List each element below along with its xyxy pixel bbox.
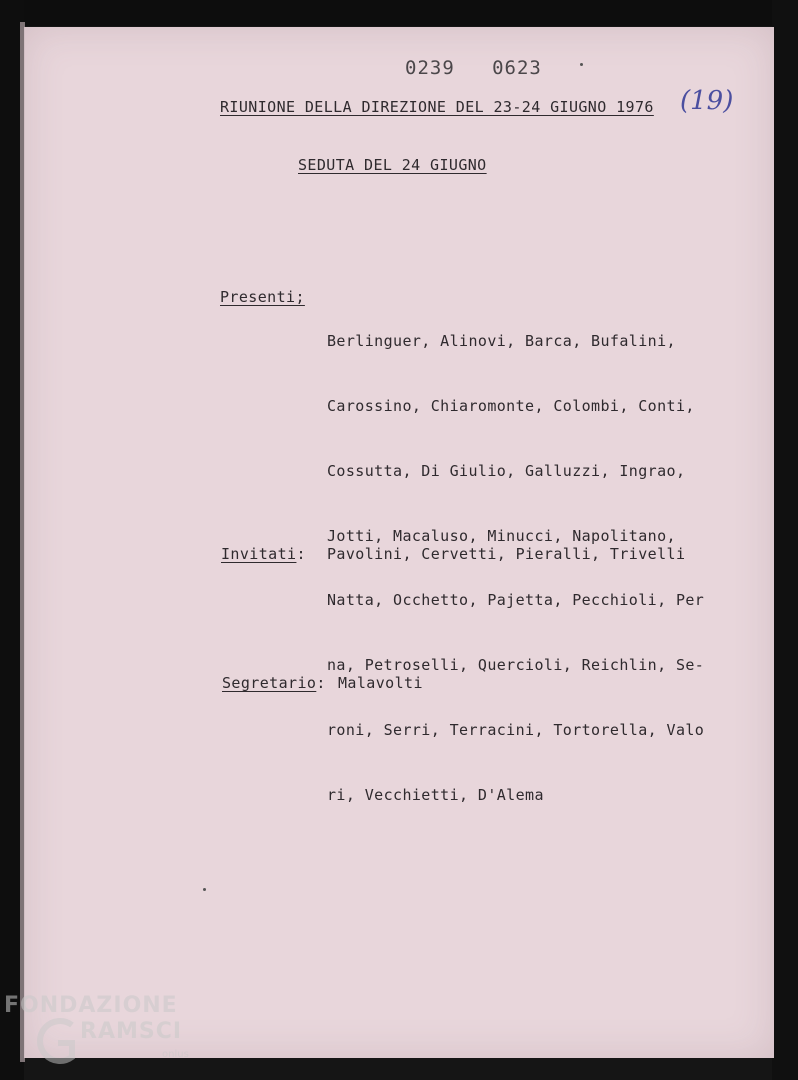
presenti-line: Jotti, Macaluso, Minucci, Napolitano, [327,526,676,545]
fondazione-gramsci-watermark [4,993,204,1078]
presenti-line: roni, Serri, Terracini, Tortorella, Valo [327,720,705,739]
watermark-ramsci: RAMSCI [80,1019,183,1044]
presenti-line: Carossino, Chiaromonte, Colombi, Conti, [327,396,695,415]
presenti-label: Presenti; [220,288,305,306]
segretario-name: Malavolti [338,674,423,692]
watermark-line3: onlus [162,1049,189,1060]
watermark-line2 [80,1019,182,1044]
presenti-line: ri, Vecchietti, D'Alema [327,785,544,804]
handwritten-page-number: (19) [680,86,734,116]
invitati-list: Pavolini, Cervetti, Pieralli, Trivelli [327,545,686,563]
segretario-label-row [222,674,326,692]
session-title: SEDUTA DEL 24 GIUGNO [298,156,487,174]
invitati-label: Invitati [221,545,297,563]
invitati-label-row [221,545,306,563]
presenti-line: Berlinguer, Alinovi, Barca, Bufalini, [327,332,676,351]
paper-speck [203,888,206,891]
page-edge [20,22,25,1062]
watermark-line1: FONDAZIONE [4,993,178,1018]
scanner-frame-right [772,0,798,1080]
label-colon: : [296,545,306,563]
paper-speck [580,63,583,66]
presenti-line: na, Petroselli, Quercioli, Reichlin, Se- [327,656,705,675]
gramsci-g-logo-icon [34,1015,78,1067]
presenti-line: Cossutta, Di Giulio, Galluzzi, Ingrao, [327,461,686,480]
meeting-heading: RIUNIONE DELLA DIREZIONE DEL 23-24 GIUGNO 1976 [220,98,654,116]
scanner-frame-top [0,0,798,26]
archive-stamp-number: 0239 0623 [405,57,542,79]
label-colon: : [316,674,326,692]
segretario-label: Segretario [222,674,317,692]
presenti-line: Natta, Occhetto, Pajetta, Pecchioli, Per [327,591,705,610]
